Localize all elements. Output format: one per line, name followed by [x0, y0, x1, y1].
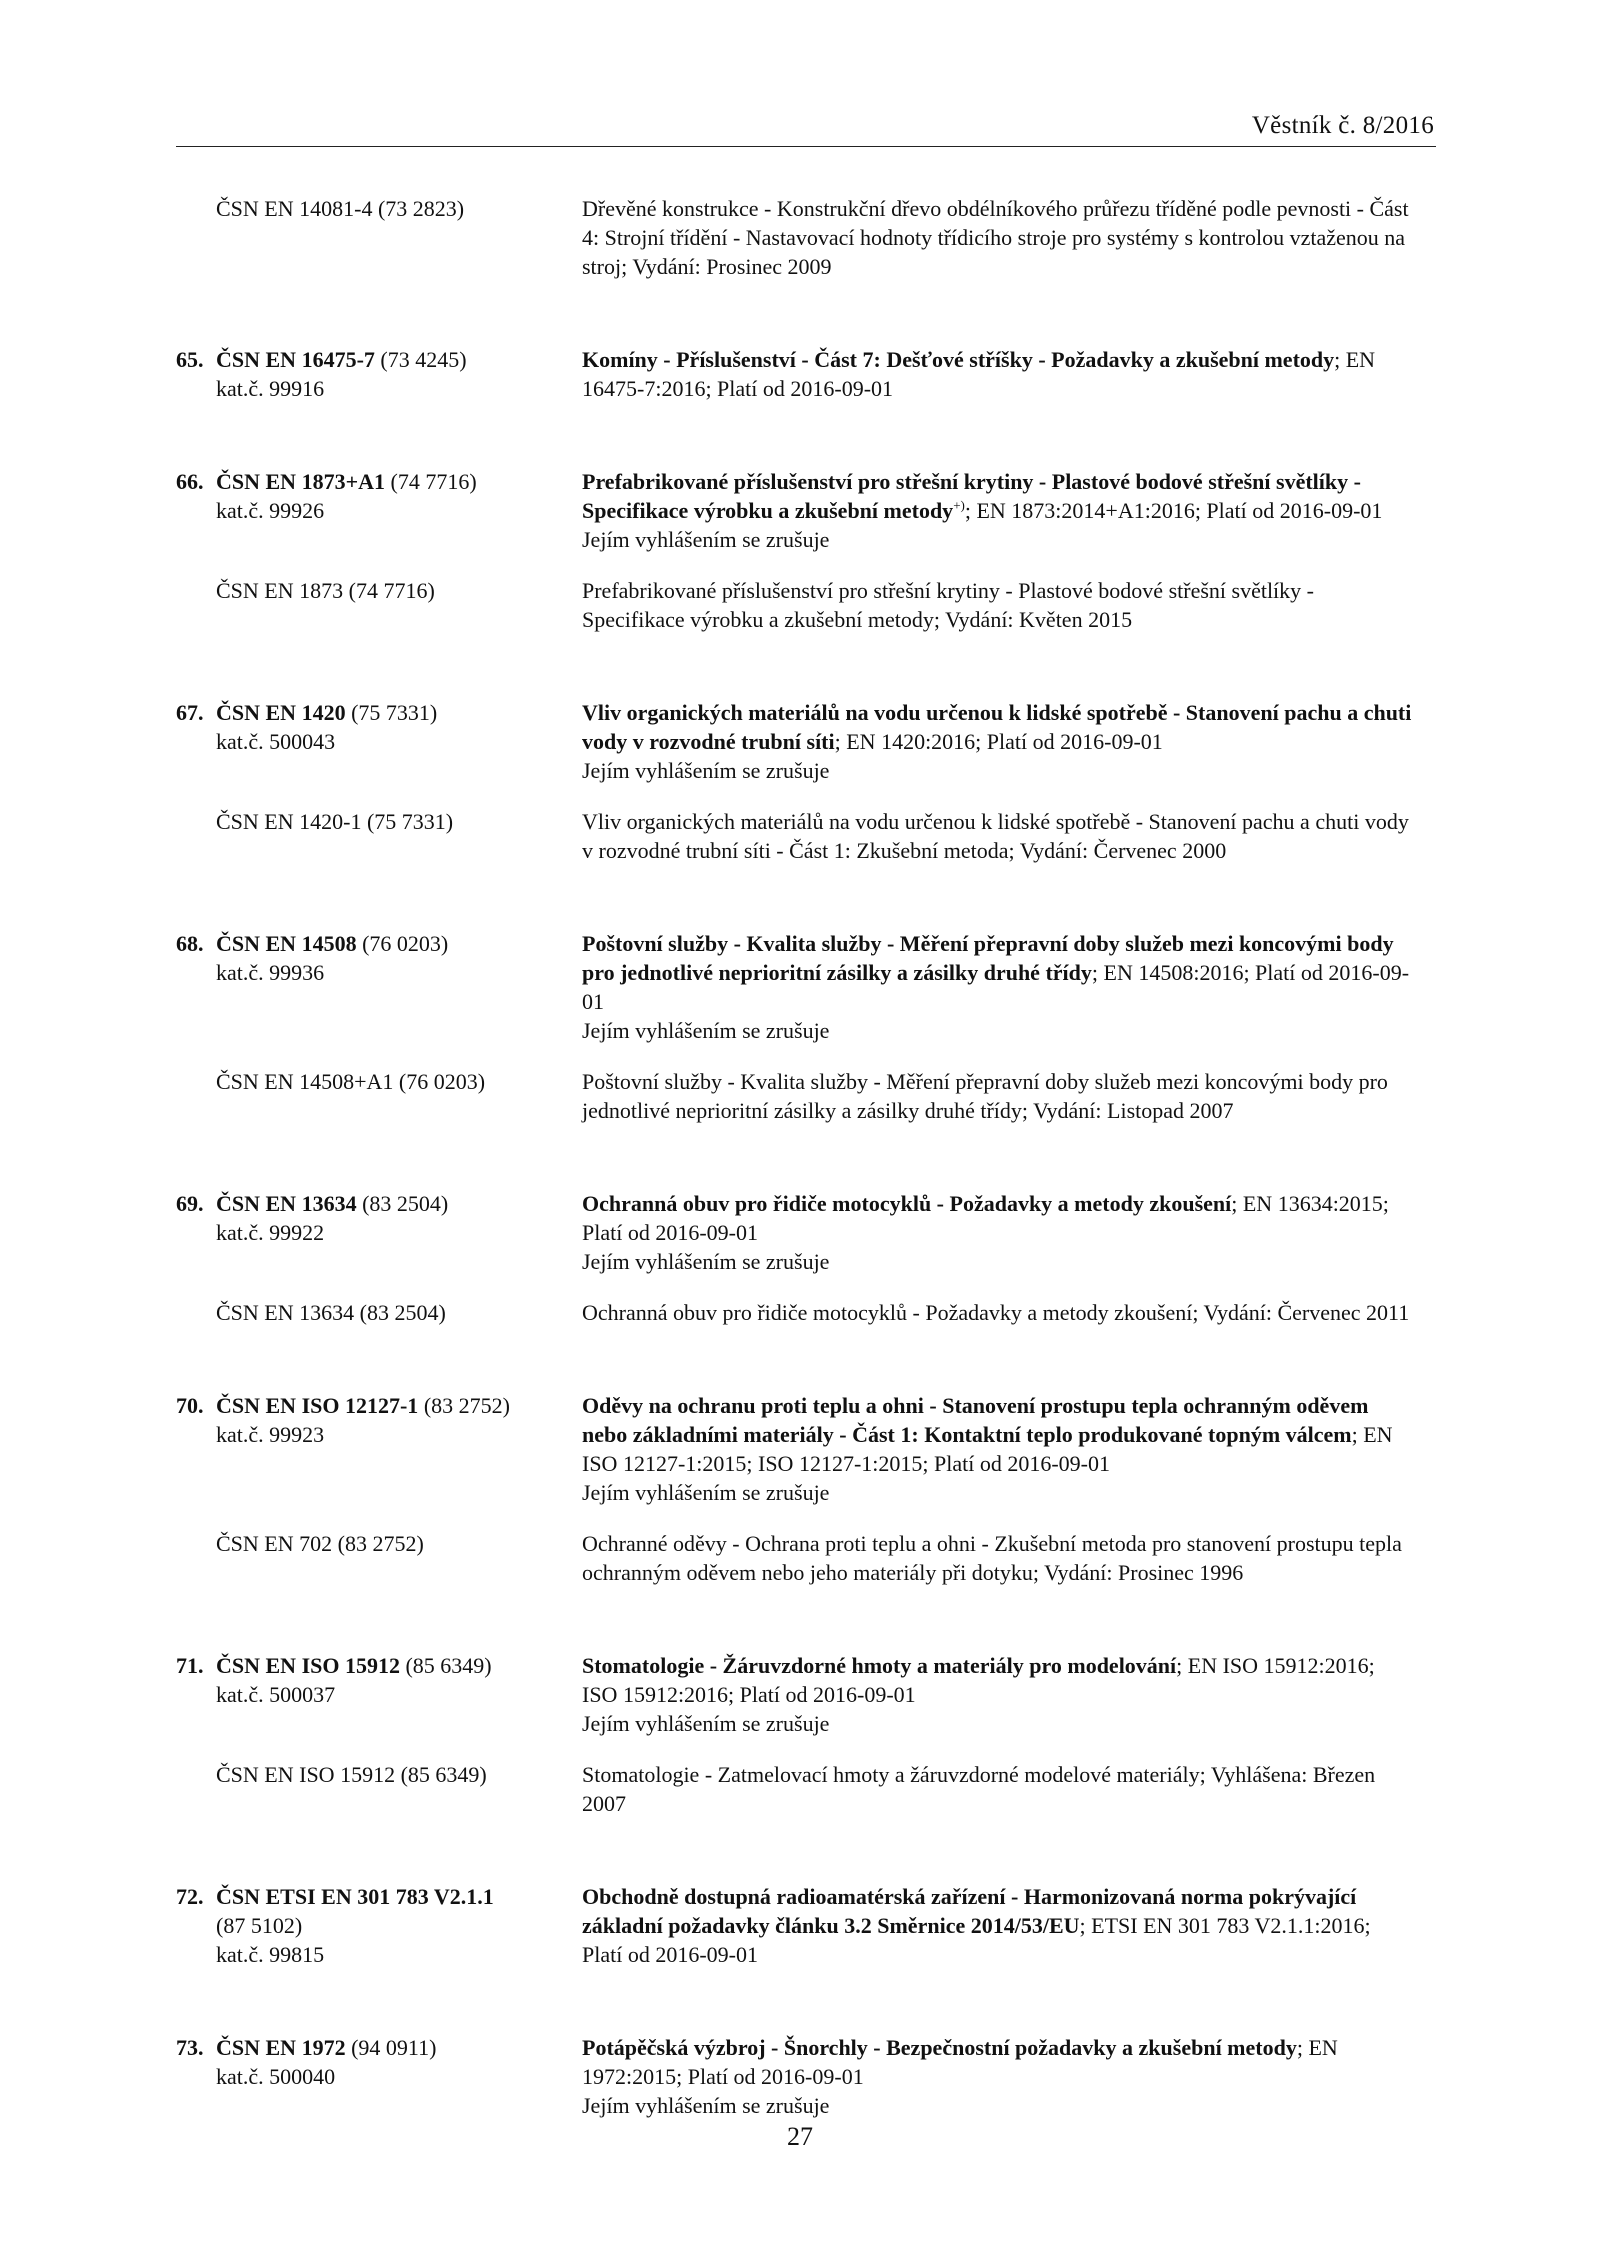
entry-title: Prefabrikované příslušenství pro střešní krytiny - Plastové bodové střešní světlíky - Specifikace výrobku a zkušební metody	[582, 469, 1361, 523]
entry-title: Ochranná obuv pro řidiče motocyklů - Požadavky a metody zkoušení	[582, 1191, 1232, 1216]
entry-title: Stomatologie - Žáruvzdorné hmoty a materiály pro modelování	[582, 1653, 1177, 1678]
replaced-text: Ochranné oděvy - Ochrana proti teplu a ohni - Zkušební metoda pro stanovení prostupu tepla ochranným oděvem nebo jeho materiály při dotyku; Vydání: Prosinec 1996	[582, 1531, 1402, 1585]
intro-text: Dřevěné konstrukce - Konstrukční dřevo obdélníkového průřezu tříděné podle pevnosti - Část 4: Strojní třídění - Nastavovací hodnoty třídicího stroje pro systémy s kontrolou vztaženou na stroj; Vydání: Prosinec 2009	[582, 196, 1409, 279]
entry-kat: kat.č. 500037	[216, 1682, 336, 1707]
entry-number: 69.	[176, 1191, 204, 1216]
replaced-text: Ochranná obuv pro řidiče motocyklů - Požadavky a metody zkoušení; Vydání: Červenec 2011	[582, 1300, 1410, 1325]
entry-code: ČSN EN ISO 15912	[216, 1653, 400, 1678]
entry-number: 71.	[176, 1653, 204, 1678]
entry-code-class: (74 7716)	[385, 469, 477, 494]
entry-66	[176, 467, 1436, 634]
intro-entry	[176, 194, 1436, 281]
entry-title-rest: ; ETSI EN 301 783 V2.1.1:2016; Platí od 2016-09-01	[582, 1913, 1371, 1967]
entry-cancel-note: Jejím vyhlášením se zrušuje	[582, 1018, 830, 1043]
header-title: Věstník č. 8/2016	[1251, 112, 1434, 139]
entry-kat: kat.č. 500040	[216, 2064, 336, 2089]
entry-cancel-note: Jejím vyhlášením se zrušuje	[582, 2093, 830, 2118]
entry-number: 70.	[176, 1393, 204, 1418]
entry-kat: kat.č. 99936	[216, 960, 325, 985]
entry-code: ČSN EN 1420	[216, 700, 346, 725]
entry-kat: kat.č. 500043	[216, 729, 336, 754]
entry-kat: kat.č. 99815	[216, 1942, 325, 1967]
replaced-code: ČSN EN 1873 (74 7716)	[216, 578, 435, 603]
entry-kat: kat.č. 99916	[216, 376, 325, 401]
entry-code-class: (87 5102)	[216, 1913, 303, 1938]
replaced-text: Vliv organických materiálů na vodu určenou k lidské spotřebě - Stanovení pachu a chuti vody v rozvodné trubní síti - Část 1: Zkušební metoda; Vydání: Červenec 2000	[582, 809, 1409, 863]
entry-cancel-note: Jejím vyhlášením se zrušuje	[582, 527, 830, 552]
entry-code-class: (83 2504)	[356, 1191, 449, 1216]
entry-code-class: (94 0911)	[345, 2035, 437, 2060]
entry-code-class: (85 6349)	[399, 1653, 492, 1678]
entry-code: ČSN EN 1972	[216, 2035, 346, 2060]
page-header	[176, 112, 1436, 147]
entry-70	[176, 1391, 1436, 1587]
entry-number: 72.	[176, 1884, 204, 1909]
entry-title-rest: ; EN 1972:2015; Platí od 2016-09-01	[582, 2035, 1338, 2089]
entry-number: 66.	[176, 469, 204, 494]
replaced-text: Stomatologie - Zatmelovací hmoty a žáruvzdorné modelové materiály; Vyhlášena: Březen 2007	[582, 1762, 1376, 1816]
entry-title: Obchodně dostupná radioamatérská zařízení - Harmonizovaná norma pokrývající základní požadavky článku 3.2 Směrnice 2014/53/EU	[582, 1884, 1357, 1938]
entry-code-class: (75 7331)	[345, 700, 438, 725]
entry-67	[176, 698, 1436, 865]
entry-code-class: (73 4245)	[374, 347, 467, 372]
document-body	[176, 194, 1436, 2120]
replaced-code: ČSN EN 702 (83 2752)	[216, 1531, 424, 1556]
entry-code: ČSN EN 16475-7	[216, 347, 375, 372]
page-number: 27	[787, 2122, 813, 2151]
entry-73	[176, 2033, 1436, 2120]
entry-kat: kat.č. 99923	[216, 1422, 325, 1447]
entry-title: Potápěčská výzbroj - Šnorchly - Bezpečnostní požadavky a zkušební metody	[582, 2035, 1297, 2060]
entry-71	[176, 1651, 1436, 1818]
entry-title: Oděvy na ochranu proti teplu a ohni - Stanovení prostupu tepla ochranným oděvem nebo základními materiály - Část 1: Kontaktní teplo produkované topným válcem	[582, 1393, 1369, 1447]
entry-code-class: (76 0203)	[356, 931, 449, 956]
entry-title-rest: ; EN ISO 12127-1:2015; ISO 12127-1:2015; Platí od 2016-09-01	[582, 1422, 1393, 1476]
entry-number: 65.	[176, 347, 204, 372]
entry-code: ČSN EN 14508	[216, 931, 357, 956]
entry-number: 73.	[176, 2035, 204, 2060]
entry-68	[176, 929, 1436, 1125]
entry-cancel-note: Jejím vyhlášením se zrušuje	[582, 758, 830, 783]
replaced-code: ČSN EN 14508+A1 (76 0203)	[216, 1069, 486, 1094]
replaced-text: Poštovní služby - Kvalita služby - Měření přepravní doby služeb mezi koncovými body pro jednotlivé neprioritní zásilky a zásilky druhé třídy; Vydání: Listopad 2007	[582, 1069, 1388, 1123]
entry-69	[176, 1189, 1436, 1327]
entry-code-class: (83 2752)	[418, 1393, 510, 1418]
entry-footnote-mark: +)	[953, 497, 965, 513]
replaced-text: Prefabrikované příslušenství pro střešní krytiny - Plastové bodové střešní světlíky - Specifikace výrobku a zkušební metody; Vydání: Květen 2015	[582, 578, 1314, 632]
entry-title-rest: ; EN 13634:2015; Platí od 2016-09-01	[582, 1191, 1389, 1245]
entry-code: ČSN ETSI EN 301 783 V2.1.1	[216, 1884, 494, 1909]
entry-72	[176, 1882, 1436, 1969]
entry-cancel-note: Jejím vyhlášením se zrušuje	[582, 1711, 830, 1736]
entry-title-rest: ; EN 1420:2016; Platí od 2016-09-01	[834, 729, 1163, 754]
entry-number: 67.	[176, 700, 204, 725]
entry-65	[176, 345, 1436, 403]
entry-code: ČSN EN 13634	[216, 1191, 357, 1216]
entry-code: ČSN EN 1873+A1	[216, 469, 385, 494]
entry-title-rest: ; EN 14508:2016; Platí od 2016-09-01	[582, 960, 1410, 1014]
entry-cancel-note: Jejím vyhlášením se zrušuje	[582, 1480, 830, 1505]
entry-title: Komíny - Příslušenství - Část 7: Dešťové stříšky - Požadavky a zkušební metody	[582, 347, 1335, 372]
entry-title-rest: ; EN 1873:2014+A1:2016; Platí od 2016-09-01	[964, 498, 1383, 523]
entry-code: ČSN EN ISO 12127-1	[216, 1393, 419, 1418]
entry-title-rest: ; EN 16475-7:2016; Platí od 2016-09-01	[582, 347, 1376, 401]
entry-title: Poštovní služby - Kvalita služby - Měření přepravní doby služeb mezi koncovými body pro jednotlivé neprioritní zásilky a zásilky druhé třídy	[582, 931, 1394, 985]
replaced-code: ČSN EN 13634 (83 2504)	[216, 1300, 446, 1325]
entry-title: Vliv organických materiálů na vodu určenou k lidské spotřebě - Stanovení pachu a chuti vody v rozvodné trubní síti	[582, 700, 1412, 754]
entry-kat: kat.č. 99922	[216, 1220, 325, 1245]
replaced-code: ČSN EN ISO 15912 (85 6349)	[216, 1762, 487, 1787]
entry-cancel-note: Jejím vyhlášením se zrušuje	[582, 1249, 830, 1274]
entry-title-rest: ; EN ISO 15912:2016; ISO 15912:2016; Platí od 2016-09-01	[582, 1653, 1375, 1707]
entry-kat: kat.č. 99926	[216, 498, 325, 523]
replaced-code: ČSN EN 1420-1 (75 7331)	[216, 809, 454, 834]
entry-number: 68.	[176, 931, 204, 956]
intro-code: ČSN EN 14081-4 (73 2823)	[216, 196, 465, 221]
